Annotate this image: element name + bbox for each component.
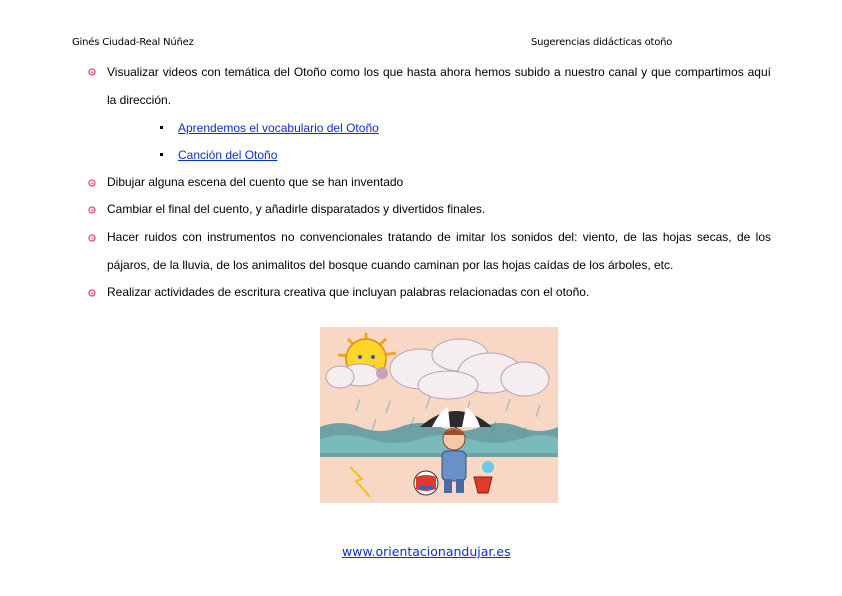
header-author: Ginés Ciudad-Real Núñez xyxy=(72,37,194,48)
square-bullet-icon xyxy=(160,126,163,129)
list-item: Visualizar videos con temática del Otoño como los que hasta ahora hemos subido a nuestro canal y que compartimos aquí la dirección. xyxy=(107,65,771,107)
spiral-bullet-icon xyxy=(88,234,96,242)
link-item xyxy=(160,148,277,162)
list-item: Realizar actividades de escritura creativa que incluyan palabras relacionadas con el otoño. xyxy=(107,285,590,299)
list-item: Dibujar alguna escena del cuento que se han inventado xyxy=(107,175,404,189)
spiral-bullet-icon xyxy=(88,289,96,297)
link-item xyxy=(160,121,379,135)
footer-link[interactable]: www.orientacionandujar.es xyxy=(342,544,511,559)
spiral-bullet-icon xyxy=(88,68,96,76)
link-vocabulario[interactable]: Aprendemos el vocabulario del Otoño xyxy=(178,121,379,135)
list-item: Cambiar el final del cuento, y añadirle disparatados y divertidos finales. xyxy=(107,202,486,216)
header-title: Sugerencias didácticas otoño xyxy=(531,37,673,48)
autumn-illustration xyxy=(320,327,558,503)
link-cancion[interactable]: Canción del Otoño xyxy=(178,148,278,162)
list-item: Hacer ruidos con instrumentos no convencionales tratando de imitar los sonidos del: viento, de las hojas secas, de los pájaros, de la lluvia, de los animalitos del bosque cuando caminan por las hojas caídas de los árboles, etc. xyxy=(107,230,771,272)
spiral-bullet-icon xyxy=(88,179,96,187)
square-bullet-icon xyxy=(160,153,163,156)
spiral-bullet-icon xyxy=(88,206,96,214)
